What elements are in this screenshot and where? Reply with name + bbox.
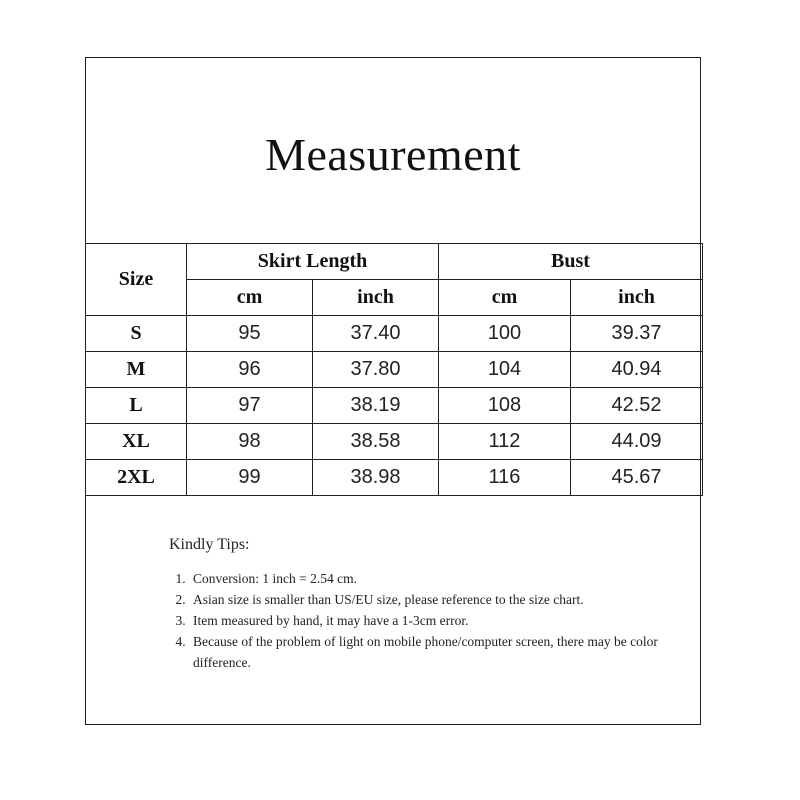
- skirt-inch-cell: 37.80: [313, 352, 439, 388]
- table-row: [86, 460, 703, 496]
- bust-cm-cell: 108: [439, 388, 571, 424]
- bust-inch-cell: 40.94: [571, 352, 703, 388]
- size-cell: M: [86, 352, 187, 388]
- bust-inch-cell: 42.52: [571, 388, 703, 424]
- kindly-tips: [169, 536, 669, 673]
- skirt-cm-cell: 97: [187, 388, 313, 424]
- table-row: [86, 388, 703, 424]
- size-cell: S: [86, 316, 187, 352]
- skirt-cm-cell: 98: [187, 424, 313, 460]
- skirt-cm-cell: 96: [187, 352, 313, 388]
- table-row: [86, 424, 703, 460]
- table-row: [86, 352, 703, 388]
- bust-cm-cell: 104: [439, 352, 571, 388]
- unit-header: cm: [187, 280, 313, 316]
- bust-cm-cell: 112: [439, 424, 571, 460]
- bust-cm-cell: 116: [439, 460, 571, 496]
- unit-header: cm: [439, 280, 571, 316]
- size-cell: L: [86, 388, 187, 424]
- bust-header: Bust: [439, 244, 703, 280]
- skirt-cm-cell: 99: [187, 460, 313, 496]
- list-item: 1. Conversion: 1 inch = 2.54 cm.: [189, 568, 669, 589]
- page-title: Measurement: [265, 129, 521, 180]
- tips-list: [169, 568, 669, 673]
- skirt-inch-cell: 37.40: [313, 316, 439, 352]
- table-header-row: [86, 244, 703, 280]
- unit-header: inch: [313, 280, 439, 316]
- size-cell: XL: [86, 424, 187, 460]
- skirt-inch-cell: 38.19: [313, 388, 439, 424]
- list-item: 4. Because of the problem of light on mobile phone/computer screen, there may be color difference.: [189, 631, 669, 673]
- size-cell: 2XL: [86, 460, 187, 496]
- bust-inch-cell: 45.67: [571, 460, 703, 496]
- size-header: Size: [86, 244, 187, 316]
- measurement-card: [85, 57, 701, 725]
- list-item: 3. Item measured by hand, it may have a 1-3cm error.: [189, 610, 669, 631]
- unit-header: inch: [571, 280, 703, 316]
- bust-inch-cell: 44.09: [571, 424, 703, 460]
- bust-cm-cell: 100: [439, 316, 571, 352]
- size-chart-table: [85, 243, 703, 496]
- skirt-inch-cell: 38.58: [313, 424, 439, 460]
- skirt-cm-cell: 95: [187, 316, 313, 352]
- tips-heading: Kindly Tips:: [169, 536, 250, 553]
- bust-inch-cell: 39.37: [571, 316, 703, 352]
- skirt-length-header: Skirt Length: [187, 244, 439, 280]
- list-item: 2. Asian size is smaller than US/EU size, please reference to the size chart.: [189, 589, 669, 610]
- table-row: [86, 316, 703, 352]
- skirt-inch-cell: 38.98: [313, 460, 439, 496]
